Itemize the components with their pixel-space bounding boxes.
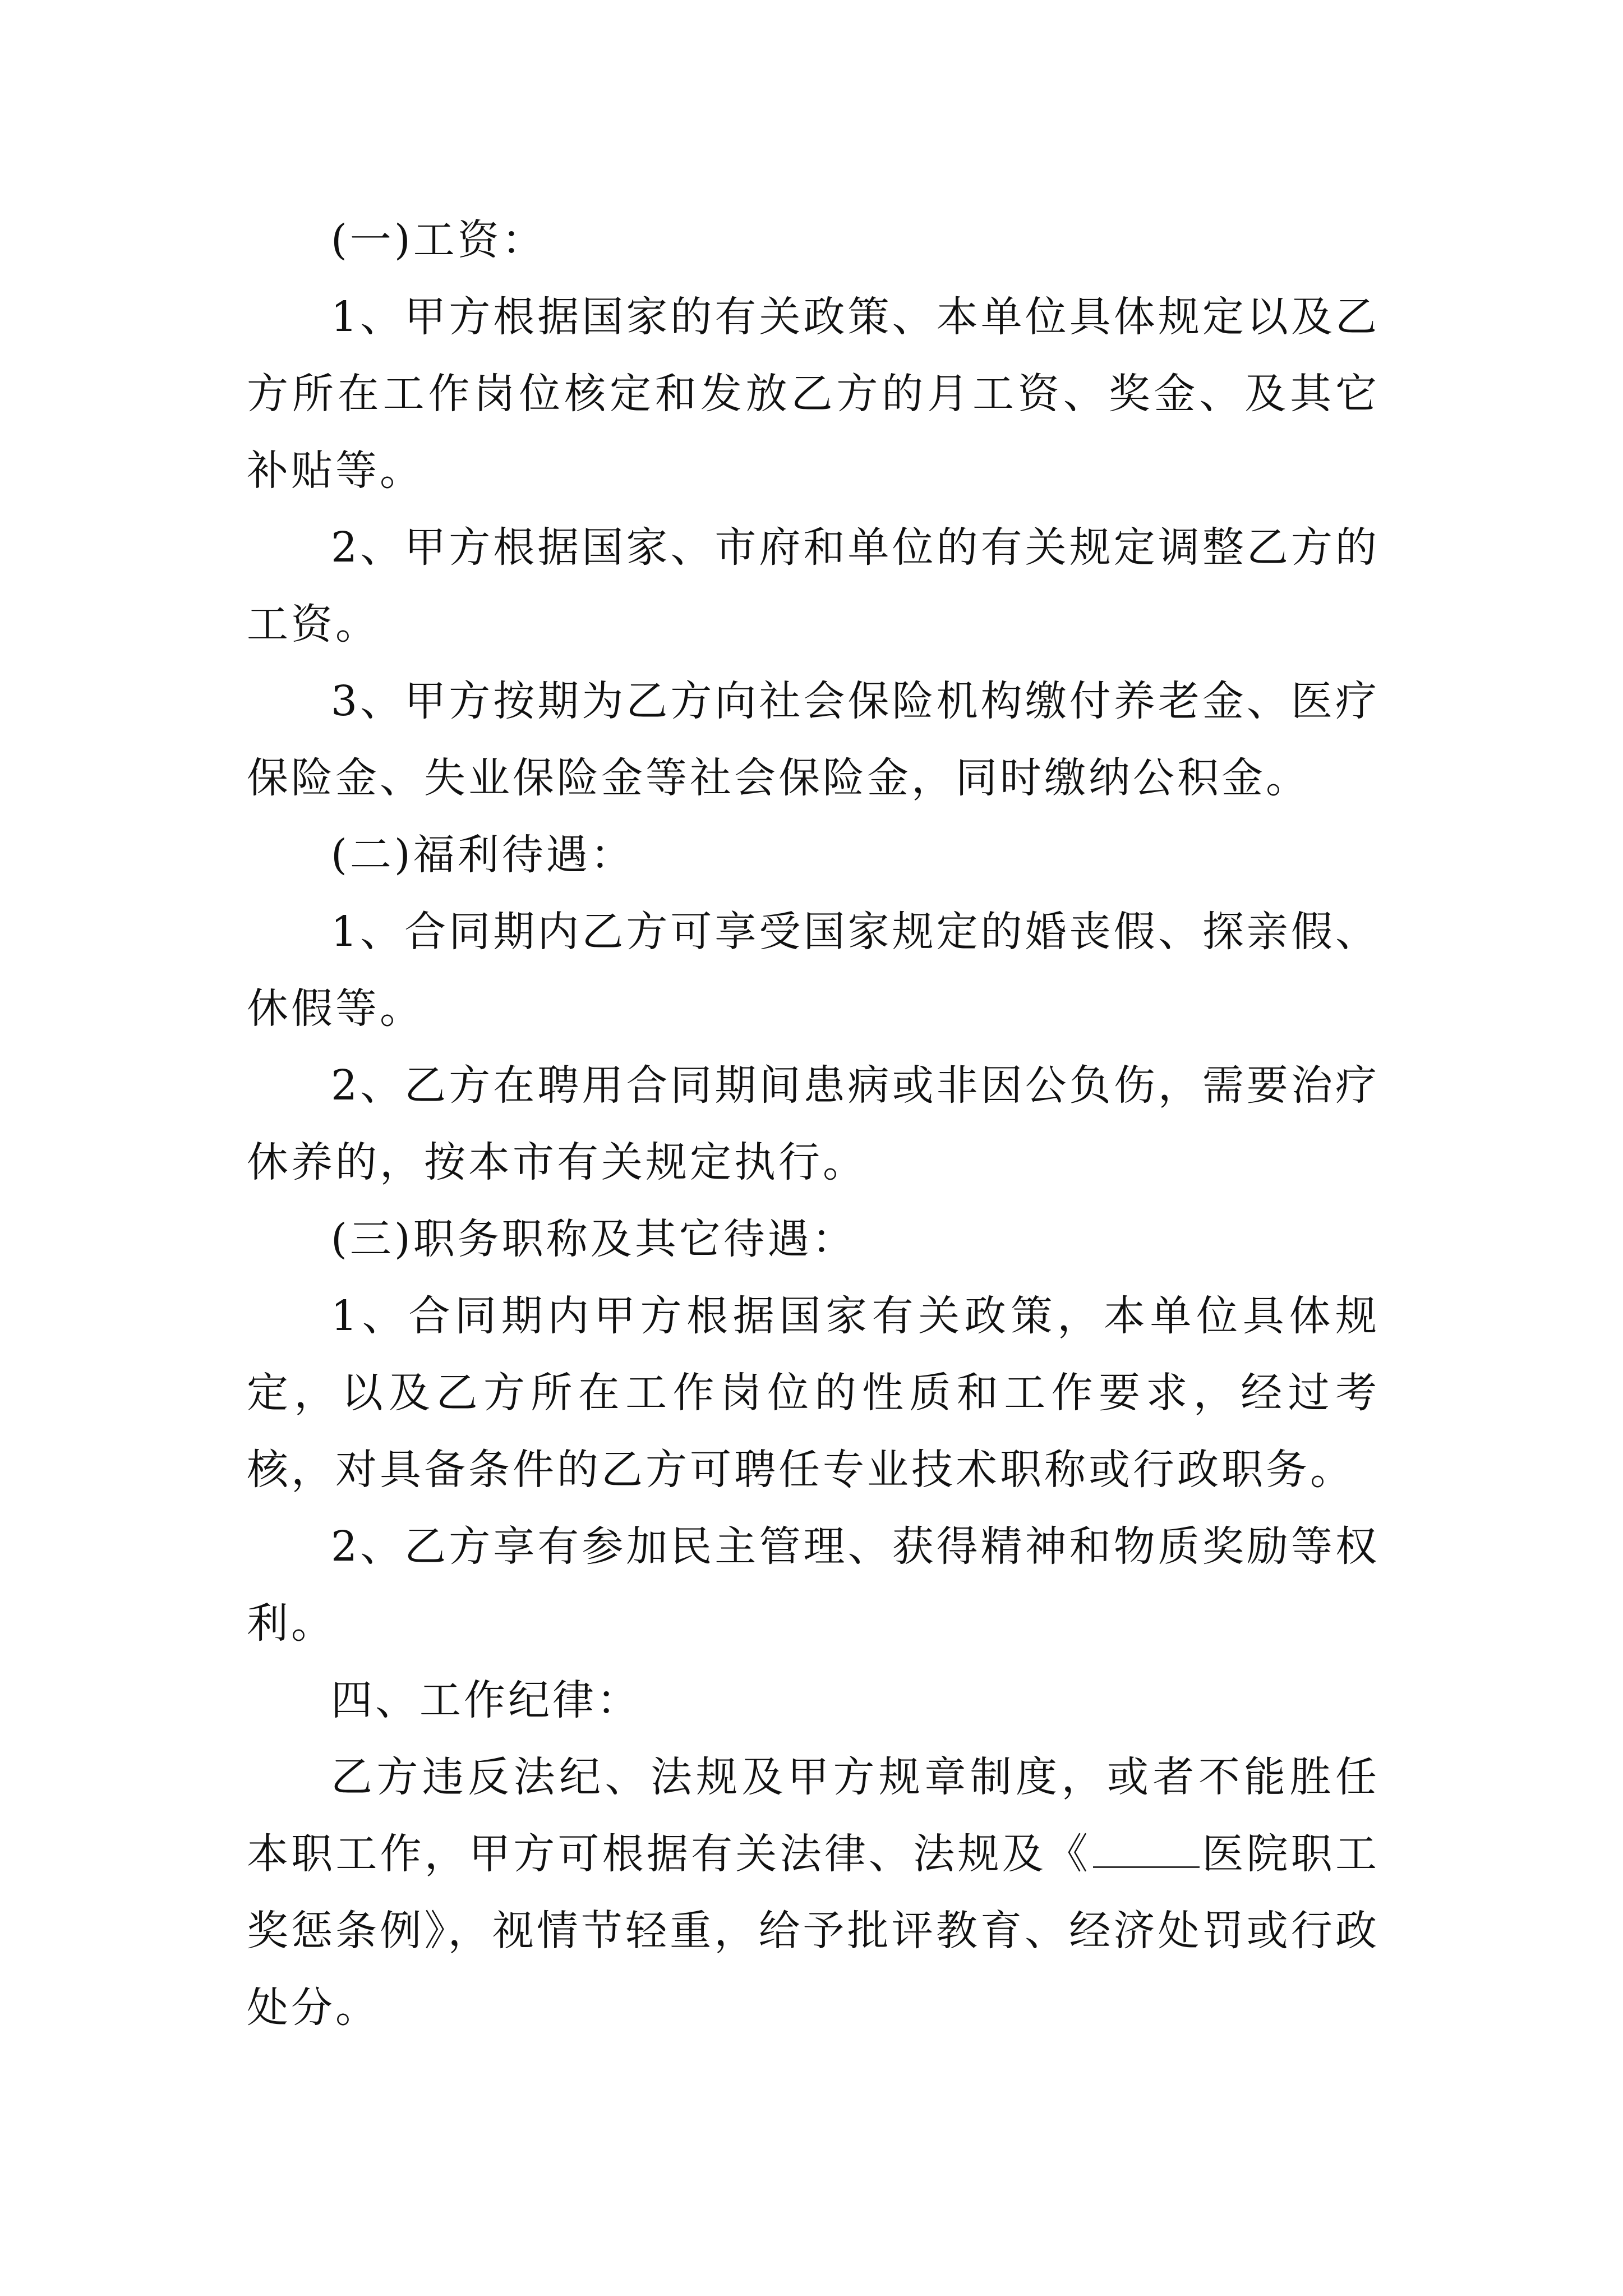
section-heading-wages: (一)工资： <box>331 216 546 264</box>
section-heading-welfare: (二)福利待遇： <box>331 831 635 879</box>
wages-item-1: 1、甲方根据国家的有关政策、本单位具体规定以及乙方所在工作岗位核定和发放乙方的月工资、奖金、及其它补贴等。 <box>247 293 1380 495</box>
section-heading-discipline: 四、工作纪律： <box>331 1676 641 1724</box>
discipline-text-before: 乙方违反法纪、法规及甲方规章制度，或者不能胜任本职工作，甲方可根据有关法律、法规及《 <box>247 1753 1380 1878</box>
wages-item-3: 3、甲方按期为乙方向社会保险机构缴付养老金、医疗保险金、失业保险金等社会保险金，同时缴纳公积金。 <box>247 677 1380 802</box>
discipline-text-after: 医院职工奖惩条例》，视情节轻重，给予批评教育、经济处罚或行政处分。 <box>247 1830 1380 2032</box>
wages-item-2: 2、甲方根据国家、市府和单位的有关规定调整乙方的工资。 <box>247 523 1380 648</box>
document-body <box>247 202 1380 2046</box>
discipline-paragraph <box>247 1739 1380 2046</box>
section-heading-titles: (三)职务职称及其它待遇： <box>331 1215 856 1263</box>
welfare-item-2: 2、乙方在聘用合同期间患病或非因公负伤，需要治疗休养的，按本市有关规定执行。 <box>247 1061 1380 1186</box>
titles-item-2: 2、乙方享有参加民主管理、获得精神和物质奖励等权利。 <box>247 1522 1380 1648</box>
welfare-item-1: 1、合同期内乙方可享受国家规定的婚丧假、探亲假、休假等。 <box>247 908 1380 1033</box>
hospital-name-blank <box>1093 1829 1200 1868</box>
titles-item-1: 1、合同期内甲方根据国家有关政策，本单位具体规定，以及乙方所在工作岗位的性质和工作要求，经过考核，对具备条件的乙方可聘任专业技术职称或行政职务。 <box>247 1292 1380 1494</box>
